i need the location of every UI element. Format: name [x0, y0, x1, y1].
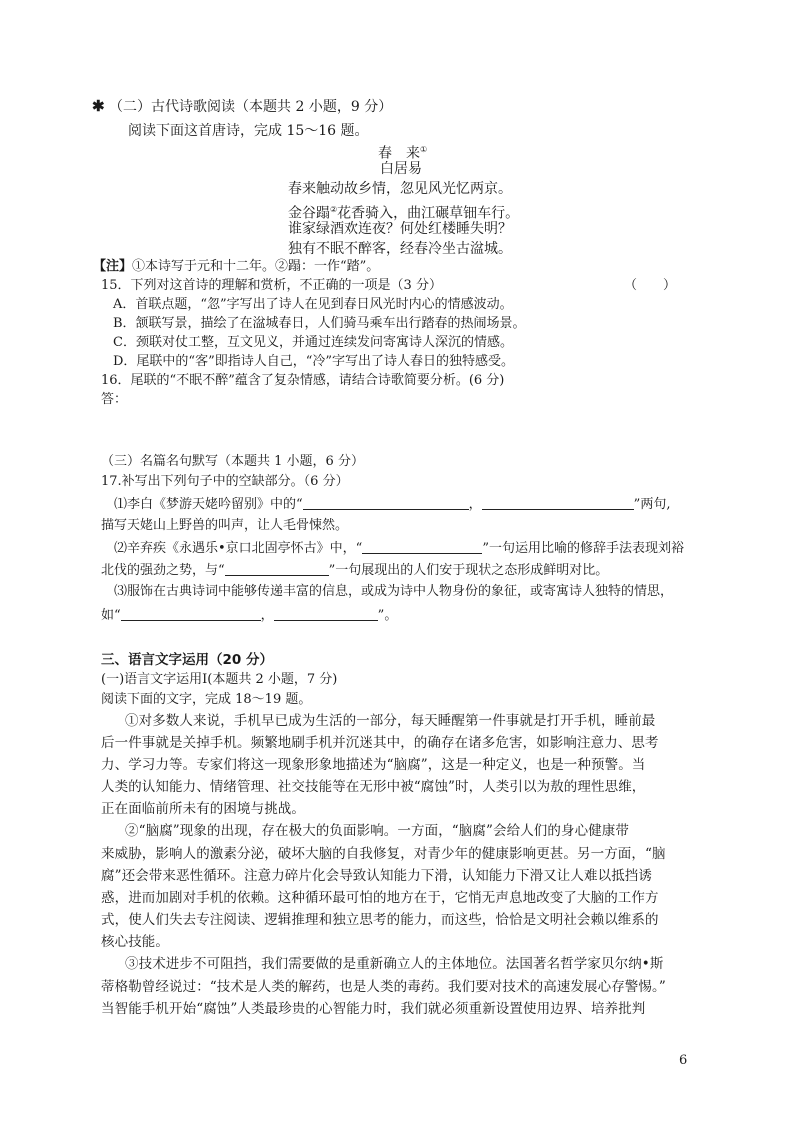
part3-subheading: (一)语言文字运用Ⅰ(本题共 2 小题，7 分)	[101, 672, 338, 687]
passage-line-13: 蒂格勒曾经说过：“技术是人类的解药，也是人类的毒药。我们要对技术的高速发展心存警惕。”	[101, 979, 666, 995]
section-heading-recitation: （三）名篇名句默写（本题共 1 小题，6 分）	[101, 454, 364, 469]
q15-stem: 15．下列对这首诗的理解和赏析，不正确的一项是（3 分）	[101, 278, 442, 293]
passage-line-14: 当智能手机开始“腐蚀”人类最珍贵的心智能力时，我们就必须重新设置使用边界、培养批判	[101, 1001, 646, 1017]
passage-line-5: 正在面临前所未有的困境与挑战。	[101, 801, 305, 817]
passage-line-10: 式，使人们失去专注阅读、逻辑推理和独立思考的能力，而这些，恰恰是文明社会赖以维系的	[101, 912, 659, 928]
passage-line-2: 后一件事就是关掉手机。频繁地刷手机并沉迷其中，的确存在诸多危害，如影响注意力、思考	[101, 735, 659, 751]
poem-note-text: ①本诗写于元和十二年。②蹋：一作“踏”。	[132, 259, 380, 274]
q15-option-d: D．尾联中的“客”即指诗人自己，“冷”字写出了诗人春日的独特感受。	[113, 354, 515, 369]
part3-heading: 三、语言文字运用（20 分）	[101, 652, 273, 668]
q16-answer-label: 答：	[101, 392, 128, 407]
page-number: 6	[679, 1053, 688, 1068]
poem-line-4: 独有不眠不醉客，经春冷坐古湓城。	[288, 241, 512, 257]
part3-instruction: 阅读下面的文字，完成 18～19 题。	[101, 692, 312, 707]
passage-line-12: ③技术进步不可阻挡，我们需要做的是重新确立人的主体地位。法国著名哲学家贝尔纳•斯	[125, 956, 664, 972]
q17-stem: 17.补写出下列句子中的空缺部分。（6 分）	[101, 474, 349, 489]
poem-note	[93, 258, 379, 276]
q17-item-1-text-b: ”两句,	[633, 497, 671, 512]
q17-blank-4[interactable]	[225, 561, 329, 576]
q15-option-a: A．首联点题，“忽”字写出了诗人在见到春日风光时内心的情感波动。	[113, 297, 513, 312]
passage-line-4: 人类的认知能力、情绪管理、社交技能等在无形中被“腐蚀”时，人类引以为敖的理性思维，	[101, 779, 646, 795]
q17-item-3-sep: ，	[260, 608, 274, 623]
section-marker-star-icon: ✱	[92, 97, 105, 115]
poem-line-1: 春来触动故乡情，忽见风光忆两京。	[288, 181, 512, 197]
q17-blank-3[interactable]	[362, 539, 482, 554]
q17-item-3-line-2	[101, 606, 397, 625]
q15-option-b: B．颔联写景，描绘了在湓城春日，人们骑马乘车出行踏春的热闹场景。	[113, 316, 526, 331]
poem-author: 白居易	[380, 161, 422, 177]
section-heading-poetry: （二）古代诗歌阅读（本题共 2 小题，9 分）	[109, 99, 393, 115]
q17-item-2-text-d: ”一句展现出的人们安于现状之态形成鲜明对比。	[328, 563, 609, 578]
passage-line-3: 力、学习力等。专家们将这一现象形象地描述为“脑腐”，这是一种定义，也是一种预警。当	[101, 757, 646, 773]
poem-line-2-note-mark: ②	[330, 205, 338, 214]
q17-item-2-text-a: ⑵辛弃疾《永遇乐•京口北固亭怀古》中，“	[114, 541, 363, 556]
q17-item-2-text-b: ”一句运用比喻的修辞手法表现刘裕	[482, 541, 684, 556]
poem-note-label: 【注】	[93, 259, 133, 274]
poem-line-3: 谁家绿酒欢连夜？何处红楼睡失明？	[288, 221, 512, 237]
q17-item-1-sep: ，	[468, 497, 482, 512]
q17-blank-5[interactable]	[121, 606, 261, 621]
q17-item-1-text-a: ⑴李白《梦游天姥吟留别》中的“	[114, 497, 303, 512]
q17-blank-2[interactable]	[482, 495, 634, 510]
poem-title: 春 来	[378, 145, 420, 162]
q15-answer-paren: （ ）	[624, 278, 677, 293]
poem-title-note-mark: ①	[420, 145, 428, 154]
q17-blank-1[interactable]	[303, 495, 469, 510]
q17-item-3-text-b: 如“	[101, 608, 121, 623]
q17-item-1-text-c: 描写天姥山上野兽的叫声，让人毛骨悚然。	[101, 518, 349, 533]
q17-item-2-line-2	[101, 561, 608, 580]
poem-line-2-part-a: 金谷蹋	[288, 205, 330, 222]
passage-line-6: ②“脑腐”现象的出现，存在极大的负面影响。一方面，“脑腐”会给人们的身心健康带	[125, 823, 630, 839]
passage-line-11: 核心技能。	[101, 934, 169, 950]
q17-item-3-text-a: ⑶服饰在古典诗词中能够传递丰富的信息，或成为诗中人物身份的象征，或寄寓诗人独特的情思，	[114, 584, 674, 599]
poetry-instruction: 阅读下面这首唐诗，完成 15～16 题。	[128, 123, 369, 139]
q17-item-2	[114, 539, 684, 558]
passage-line-1: ①对多数人来说，手机早已成为生活的一部分，每天睡醒第一件事就是打开手机，睡前最	[125, 713, 656, 729]
poem-line-2-part-b: 花香骑入，曲江碾草钿车行。	[337, 205, 520, 222]
q17-item-2-text-c: 北伐的强劲之势，与“	[101, 563, 225, 578]
passage-line-8: 腐”还会带来恶性循环。注意力碎片化会导致认知能力下滑，认知能力下滑又让人难以抵挡诱	[101, 868, 652, 884]
q15-option-c: C．颈联对仗工整，互文见义，并通过连续发问寄寓诗人深沉的情感。	[113, 335, 513, 350]
q16-stem: 16．尾联的“不眠不醉”蕴含了复杂情感，请结合诗歌简要分析。(6 分)	[101, 373, 505, 388]
passage-line-7: 来威胁，影响人的激素分泌，破坏大脑的自我修复，对青少年的健康影响更甚。另一方面，“脑	[101, 846, 666, 862]
q17-item-3-text-c: ”。	[377, 608, 398, 623]
passage-line-9: 惑，进而加剧对手机的依赖。这种循环最可怕的地方在于，它悄无声息地改变了大脑的工作方	[101, 890, 659, 906]
q17-blank-6[interactable]	[274, 606, 378, 621]
q17-item-1	[114, 495, 670, 514]
